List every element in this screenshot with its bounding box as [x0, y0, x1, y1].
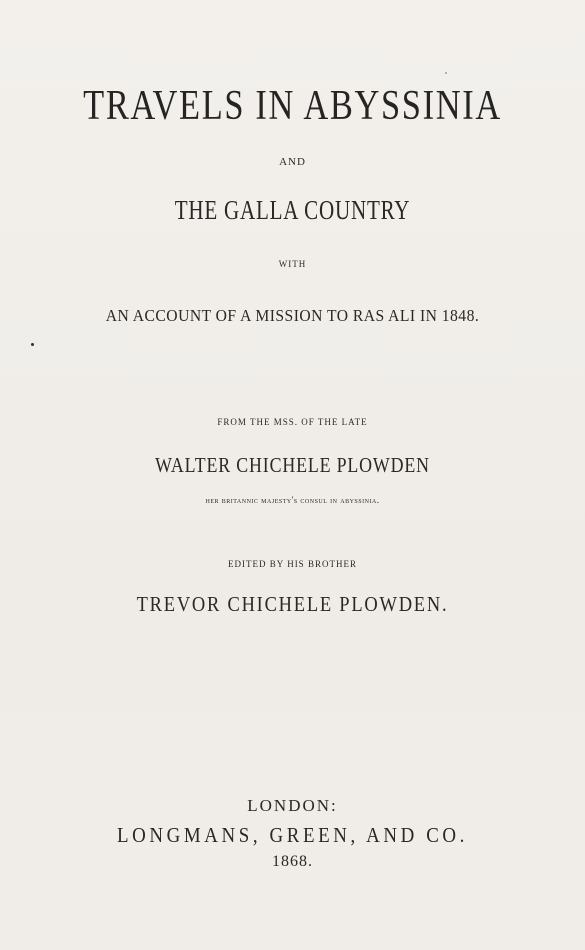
edited-line: EDITED BY HIS BROTHER: [228, 559, 357, 569]
ink-speck: [445, 72, 447, 74]
book-title: TRAVELS IN ABYSSINIA: [83, 83, 502, 129]
publisher-name: LONGMANS, GREEN, AND CO.: [116, 823, 468, 847]
ink-speck: [31, 343, 34, 346]
author-role: her britannic majesty's consul in abyssinia.: [205, 495, 380, 505]
account-line: AN ACCOUNT OF A MISSION TO RAS ALI IN 1848.: [105, 306, 480, 325]
publication-year: 1868.: [272, 853, 313, 870]
publication-place: LONDON:: [247, 796, 338, 815]
book-subtitle: THE GALLA COUNTRY: [174, 195, 411, 225]
conjunction-and: AND: [279, 156, 306, 168]
from-line: FROM THE MSS. OF THE LATE: [217, 417, 368, 427]
conjunction-with: WITH: [278, 259, 307, 269]
author-name: WALTER CHICHELE PLOWDEN: [155, 453, 430, 477]
editor-name: TREVOR CHICHELE PLOWDEN.: [136, 592, 449, 616]
